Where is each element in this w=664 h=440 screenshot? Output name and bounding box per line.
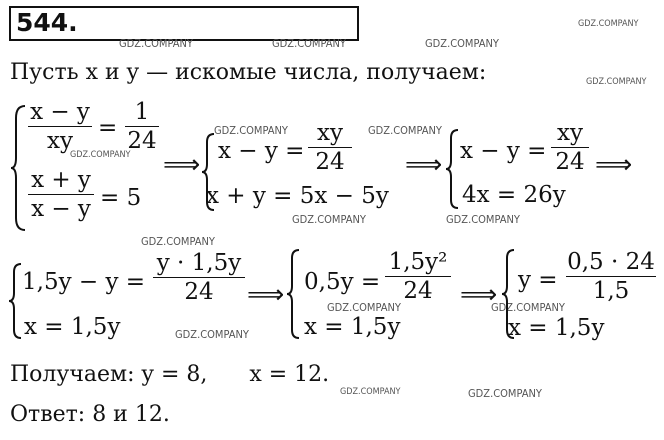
answer-line: Ответ: 8 и 12. — [10, 402, 170, 427]
brace-icon — [10, 104, 28, 232]
watermark: GDZ.COMPANY — [578, 19, 639, 29]
implies-arrow: ⟹ — [595, 150, 633, 180]
watermark: GDZ.COMPANY — [586, 77, 647, 87]
implies-arrow: ⟹ — [163, 150, 201, 180]
watermark: GDZ.COMPANY — [119, 37, 193, 50]
equation-left: y = — [518, 267, 558, 293]
watermark: GDZ.COMPANY — [340, 387, 401, 397]
result-line: Получаем: y = 8, x = 12. — [10, 362, 330, 387]
equation-left: 1,5y − y = — [22, 269, 146, 295]
equation: x = 1,5y — [24, 314, 121, 340]
equation: x = 1,5y — [508, 315, 605, 341]
intro-text: Пусть x и y — искомые числа, получаем: — [10, 60, 487, 85]
watermark: GDZ.COMPANY — [292, 213, 366, 226]
watermark: GDZ.COMPANY — [425, 37, 499, 50]
brace-icon — [445, 128, 461, 210]
fraction: xy 24 — [308, 121, 352, 174]
implies-arrow: ⟹ — [460, 280, 498, 310]
fraction: 0,5 · 24 1,5 — [567, 249, 655, 305]
fraction: y · 1,5y 24 — [153, 251, 245, 304]
watermark: GDZ.COMPANY — [175, 328, 249, 341]
fraction: x + y x − y — [28, 168, 94, 221]
watermark: GDZ.COMPANY — [70, 150, 131, 160]
watermark: GDZ.COMPANY — [272, 37, 346, 50]
watermark: GDZ.COMPANY — [368, 124, 442, 137]
equation-left: 0,5y = — [304, 269, 381, 295]
watermark: GDZ.COMPANY — [446, 213, 520, 226]
implies-arrow: ⟹ — [247, 280, 285, 310]
watermark: GDZ.COMPANY — [141, 235, 215, 248]
equation: 4x = 26y — [462, 182, 566, 208]
problem-number: 544. — [16, 8, 78, 37]
equation-rhs: = 5 — [100, 185, 142, 211]
fraction: x − y xy — [28, 100, 92, 153]
watermark: GDZ.COMPANY — [214, 124, 288, 137]
watermark: GDZ.COMPANY — [468, 387, 542, 400]
fraction: 1,5y² 24 — [385, 250, 451, 303]
equals-sign: = — [98, 115, 118, 141]
implies-arrow: ⟹ — [405, 150, 443, 180]
fraction: 1 24 — [125, 100, 159, 153]
equation-left: x − y = — [460, 138, 547, 164]
watermark: GDZ.COMPANY — [491, 301, 565, 314]
brace-icon — [286, 248, 302, 340]
equation: x + y = 5x − 5y — [206, 183, 389, 209]
equation-left: x − y = — [218, 138, 305, 164]
fraction: xy 24 — [551, 121, 589, 174]
watermark: GDZ.COMPANY — [327, 301, 401, 314]
equation: x = 1,5y — [304, 314, 401, 340]
